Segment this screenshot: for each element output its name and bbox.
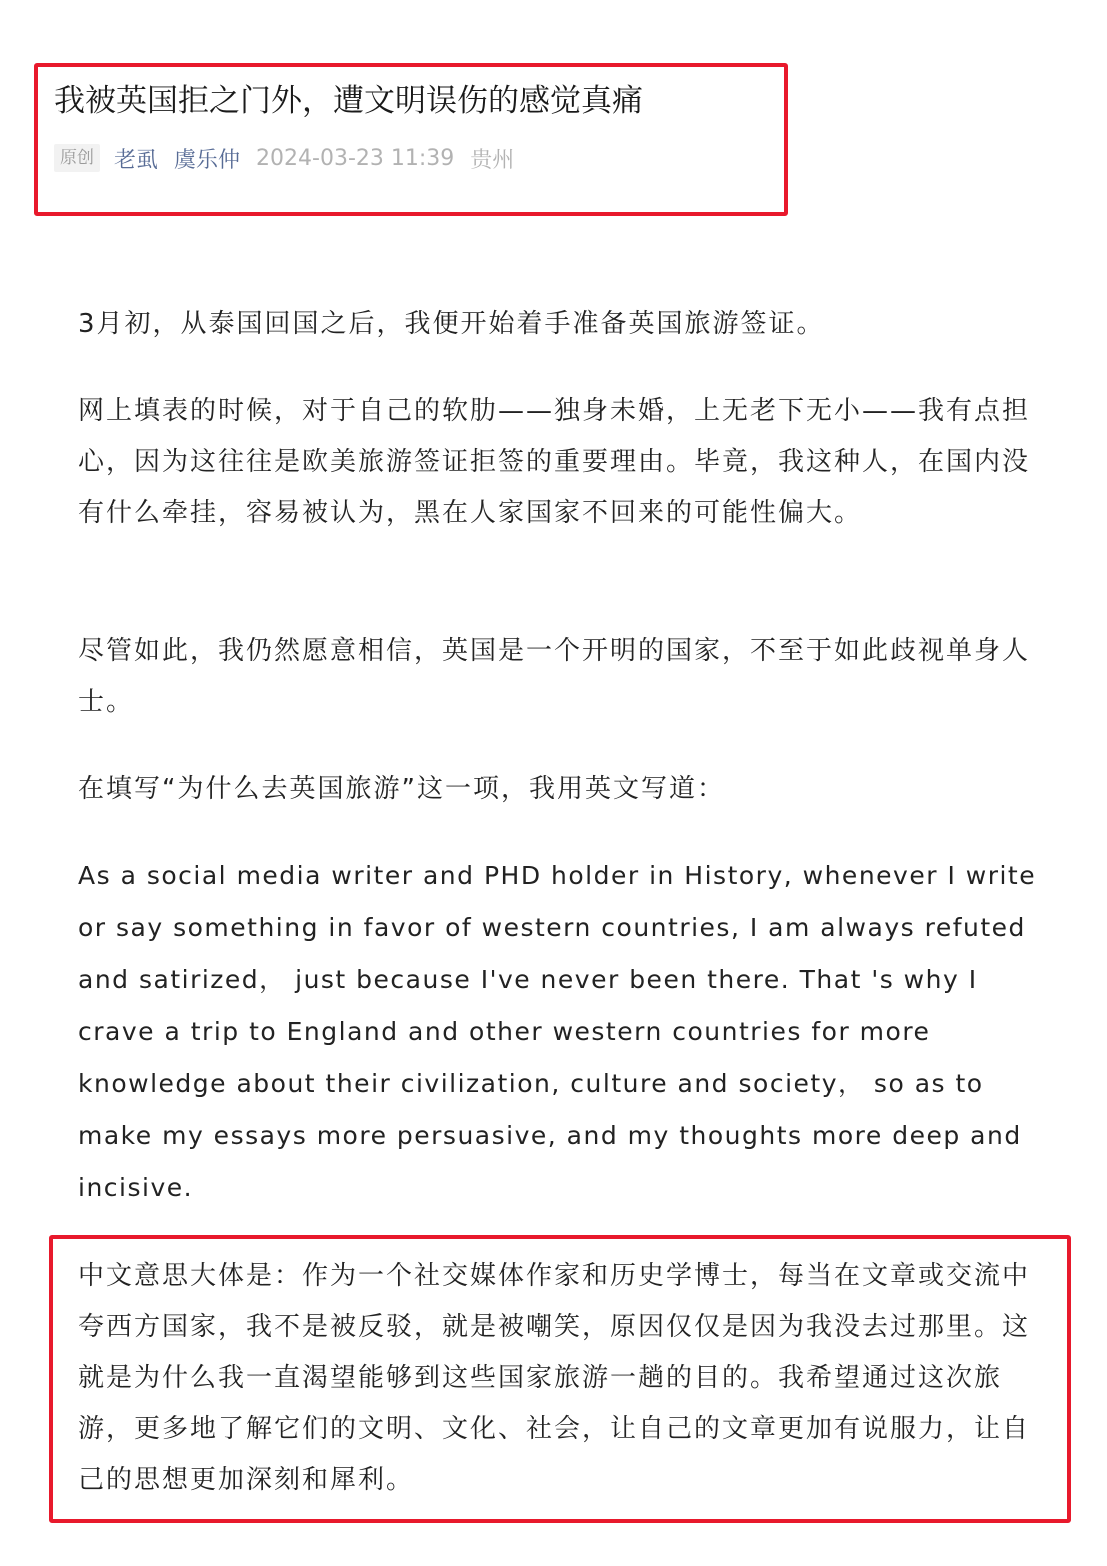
paragraph-english-quote: As a social media writer and PHD holder in History, whenever I write or say something in favor of western countries, I am always refuted and satirized， just because I've never been there. That 's why I crave a trip to England and other western countries for more knowledge about their civilization, culture and society， so as to make my essays more persuasive, and my thoughts more deep and incisive. [78, 861, 1037, 1202]
paragraph-4: 在填写“为什么去英国旅游”这一项，我用英文写道： [78, 774, 725, 804]
paragraph-1: 3月初，从泰国回国之后，我便开始着手准备英国旅游签证。 [78, 309, 825, 339]
publish-datetime: 2024-03-23 11:39 [256, 145, 455, 171]
paragraph-3: 尽管如此，我仍然愿意相信，英国是一个开明的国家，不至于如此歧视单身人士。 [78, 636, 1031, 717]
author-link-2[interactable]: 虞乐仲 [174, 147, 241, 173]
original-badge: 原创 [54, 144, 100, 172]
article-title: 我被英国拒之门外，遭文明误伤的感觉真痛 [54, 83, 643, 119]
author-link-1[interactable]: 老虱 [114, 147, 159, 173]
publish-location: 贵州 [470, 147, 515, 173]
paragraph-2: 网上填表的时候，对于自己的软肋——独身未婚，上无老下无小——我有点担心，因为这往往是欧美旅游签证拒签的重要理由。毕竟，我这种人，在国内没有什么牵挂，容易被认为，黑在人家国家不回来的可能性偏大。 [78, 396, 1031, 528]
paragraph-translation: 中文意思大体是：作为一个社交媒体作家和历史学博士，每当在文章或交流中夸西方国家，我不是被反驳，就是被嘲笑，原因仅仅是因为我没去过那里。这就是为什么我一直渴望能够到这些国家旅游一趟的目的。我希望通过这次旅游，更多地了解它们的文明、文化、社会，让自己的文章更加有说服力，让自己的思想更加深刻和犀利。 [78, 1261, 1031, 1495]
article-meta [54, 141, 530, 175]
